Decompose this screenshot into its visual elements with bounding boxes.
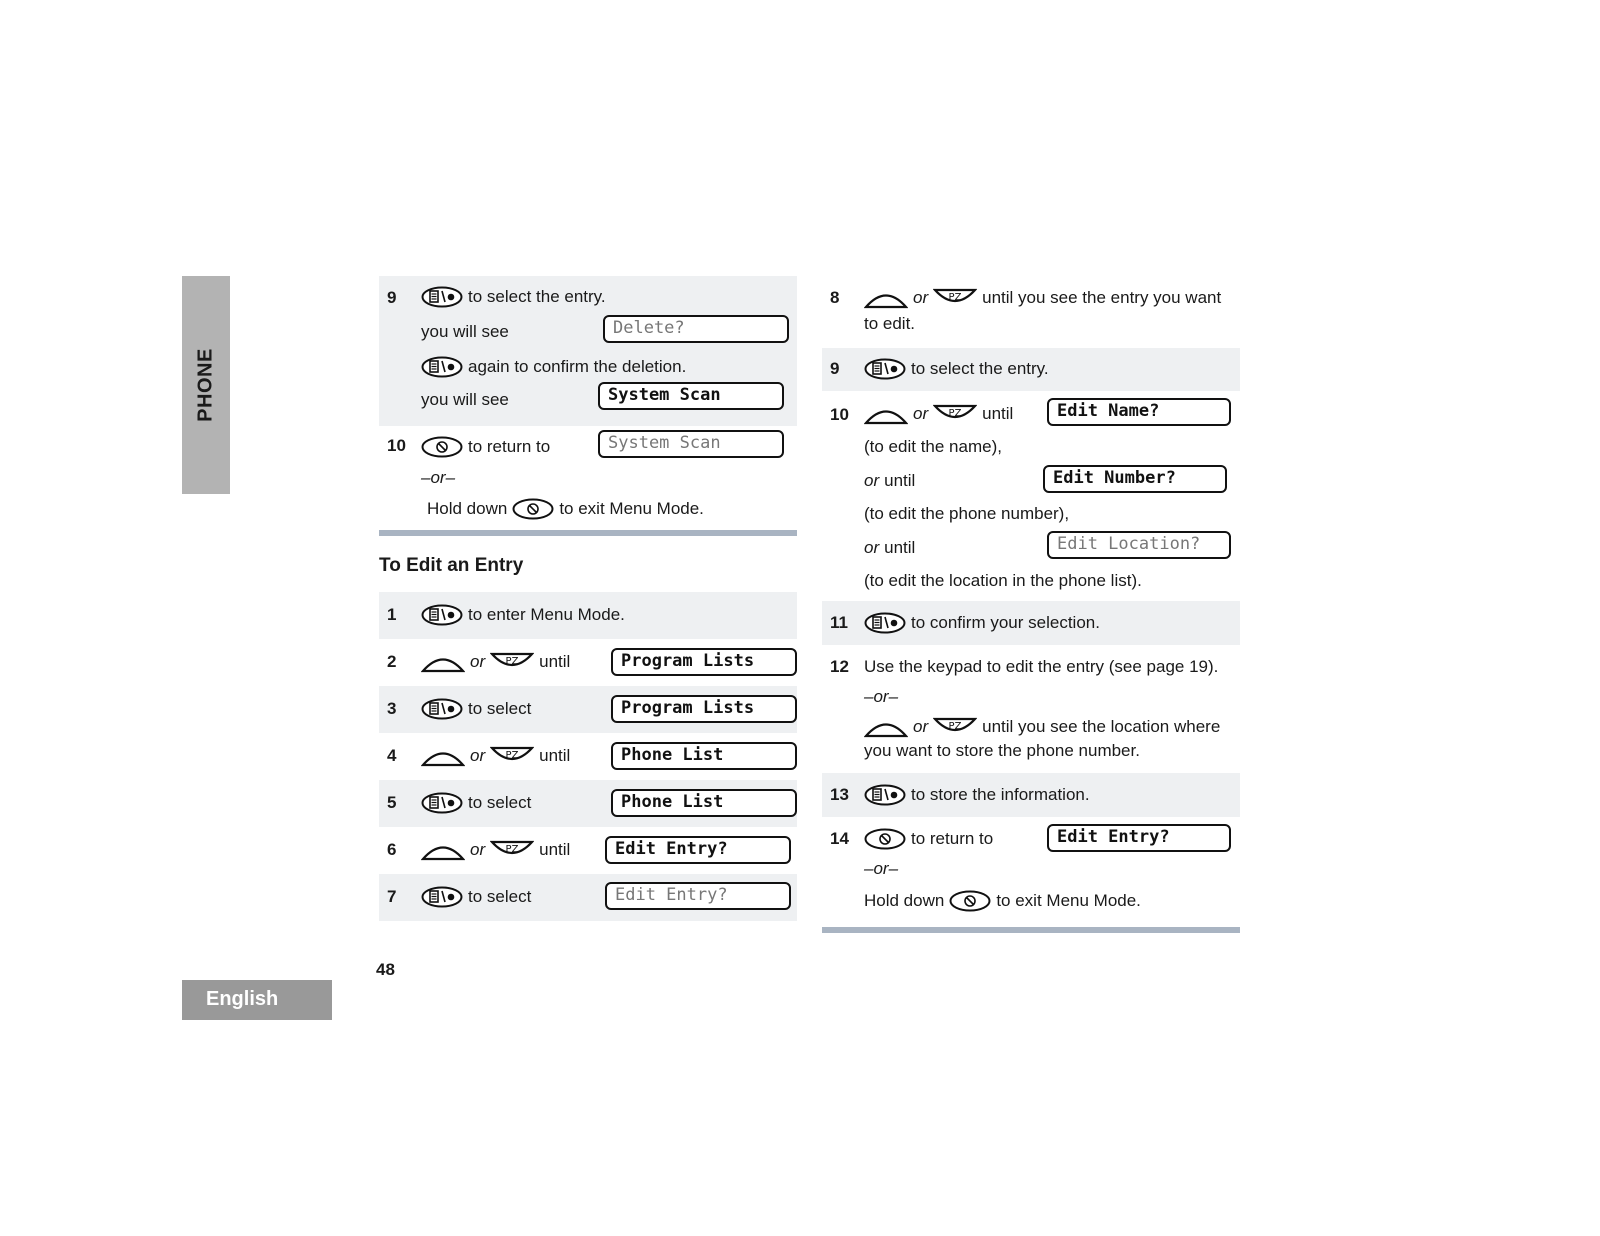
step-number: 3 xyxy=(387,699,397,718)
step-text: to select the entry. xyxy=(911,359,1049,378)
step-text: Hold down xyxy=(864,891,945,910)
or-word: or xyxy=(913,404,929,423)
or-separator: –or– xyxy=(864,859,899,878)
or-word: or xyxy=(470,746,486,765)
pz-scroll-key-icon xyxy=(933,716,977,738)
menu-select-key-icon xyxy=(421,604,463,626)
step-12 xyxy=(822,645,1240,773)
display-delete: Delete? xyxy=(603,315,789,343)
edit-step-7 xyxy=(379,874,797,921)
or-word: or xyxy=(470,840,486,859)
step-text: to select the entry. xyxy=(468,287,606,306)
step-text: to exit Menu Mode. xyxy=(996,891,1141,910)
display-program-lists: Program Lists xyxy=(611,648,797,676)
step-text: to return to xyxy=(468,437,551,456)
step-text: until xyxy=(539,840,571,859)
menu-select-key-icon xyxy=(421,886,463,908)
or-word: or xyxy=(864,471,880,490)
step-number: 10 xyxy=(830,405,849,424)
step-text: again to confirm the deletion. xyxy=(468,357,687,376)
edit-step-2 xyxy=(379,639,797,686)
step-10-return xyxy=(379,426,797,530)
step-8 xyxy=(822,276,1240,348)
step-number: 2 xyxy=(387,652,397,671)
right-column xyxy=(822,276,1240,933)
section-divider xyxy=(822,927,1240,933)
scroll-up-key-icon xyxy=(421,651,465,673)
step-number: 10 xyxy=(387,436,406,455)
menu-select-key-icon xyxy=(421,698,463,720)
menu-select-key-icon xyxy=(421,792,463,814)
pz-scroll-key-icon xyxy=(933,287,977,309)
menu-select-key-icon xyxy=(421,356,463,378)
step-number: 12 xyxy=(830,657,849,676)
step-text: to store the information. xyxy=(911,785,1090,804)
display-edit-number: Edit Number? xyxy=(1043,465,1227,493)
step-text: you will see xyxy=(421,322,509,341)
step-13 xyxy=(822,773,1240,817)
step-text: until you see the entry you want xyxy=(982,288,1222,307)
step-text: to exit Menu Mode. xyxy=(559,499,704,518)
phone-section-tab xyxy=(182,276,230,494)
end-key-icon xyxy=(512,498,554,520)
step-number: 14 xyxy=(830,829,849,848)
menu-select-key-icon xyxy=(864,358,906,380)
display-edit-entry: Edit Entry? xyxy=(605,836,791,864)
pz-scroll-key-icon xyxy=(933,403,977,425)
pz-scroll-key-icon xyxy=(490,651,534,673)
end-key-icon xyxy=(864,828,906,850)
language-tab xyxy=(182,980,332,1020)
step-text: to edit. xyxy=(864,314,916,333)
step-text: to select xyxy=(468,887,532,906)
edit-step-3 xyxy=(379,686,797,733)
step-text: Hold down xyxy=(427,499,508,518)
step-text: (to edit the name), xyxy=(864,437,1002,456)
menu-select-key-icon xyxy=(421,286,463,308)
step-text: until xyxy=(539,746,571,765)
step-text: to select xyxy=(468,699,532,718)
display-phone-list: Phone List xyxy=(611,789,797,817)
edit-step-1 xyxy=(379,592,797,639)
end-key-icon xyxy=(421,436,463,458)
step-text: you want to store the phone number. xyxy=(864,741,1140,760)
step-number: 9 xyxy=(387,288,397,307)
display-phone-list: Phone List xyxy=(611,742,797,770)
menu-select-key-icon xyxy=(864,612,906,634)
step-text: to return to xyxy=(911,829,994,848)
step-number: 6 xyxy=(387,840,397,859)
display-system-scan: System Scan xyxy=(598,382,784,410)
display-edit-entry: Edit Entry? xyxy=(605,882,791,910)
pz-scroll-key-icon xyxy=(490,839,534,861)
scroll-up-key-icon xyxy=(864,716,908,738)
end-key-icon xyxy=(949,890,991,912)
step-number: 4 xyxy=(387,746,397,765)
scroll-up-key-icon xyxy=(421,839,465,861)
edit-step-5 xyxy=(379,780,797,827)
step-text: (to edit the location in the phone list). xyxy=(864,571,1142,590)
step-11 xyxy=(822,601,1240,645)
or-separator: –or– xyxy=(864,687,899,706)
or-word: or xyxy=(864,538,880,557)
step-number: 7 xyxy=(387,887,397,906)
step-10 xyxy=(822,391,1240,601)
display-system-scan: System Scan xyxy=(598,430,784,458)
step-number: 1 xyxy=(387,605,397,624)
step-text: until xyxy=(982,404,1014,423)
or-word: or xyxy=(913,717,929,736)
section-heading: To Edit an Entry xyxy=(379,555,524,576)
section-tab-label: PHONE xyxy=(194,348,217,422)
step-number: 9 xyxy=(830,359,840,378)
edit-step-6 xyxy=(379,827,797,874)
left-column xyxy=(379,276,797,921)
display-edit-entry: Edit Entry? xyxy=(1047,824,1231,852)
step-9-delete xyxy=(379,276,797,426)
step-text: until you see the location where xyxy=(982,717,1221,736)
or-word: or xyxy=(470,652,486,671)
language-label: English xyxy=(206,988,279,1010)
scroll-up-key-icon xyxy=(421,745,465,767)
step-text: Use the keypad to edit the entry (see page 19). xyxy=(864,657,1219,676)
step-text: to confirm your selection. xyxy=(911,613,1100,632)
scroll-up-key-icon xyxy=(864,287,908,309)
pz-scroll-key-icon xyxy=(490,745,534,767)
step-text: you will see xyxy=(421,390,509,409)
display-edit-location: Edit Location? xyxy=(1047,531,1231,559)
step-number: 8 xyxy=(830,288,840,307)
scroll-up-key-icon xyxy=(864,403,908,425)
step-text: until xyxy=(539,652,571,671)
step-number: 13 xyxy=(830,785,849,804)
step-text: to select xyxy=(468,793,532,812)
step-number: 11 xyxy=(830,613,848,632)
step-text: to enter Menu Mode. xyxy=(468,605,625,624)
edit-step-4 xyxy=(379,733,797,780)
step-text: until xyxy=(884,471,916,490)
or-separator: –or– xyxy=(421,468,456,487)
step-number: 5 xyxy=(387,793,397,812)
step-14 xyxy=(822,817,1240,927)
menu-select-key-icon xyxy=(864,784,906,806)
step-text: (to edit the phone number), xyxy=(864,504,1070,523)
display-program-lists: Program Lists xyxy=(611,695,797,723)
page-number: 48 xyxy=(376,960,395,979)
or-word: or xyxy=(913,288,929,307)
display-edit-name: Edit Name? xyxy=(1047,398,1231,426)
step-text: until xyxy=(884,538,916,557)
step-9 xyxy=(822,348,1240,391)
